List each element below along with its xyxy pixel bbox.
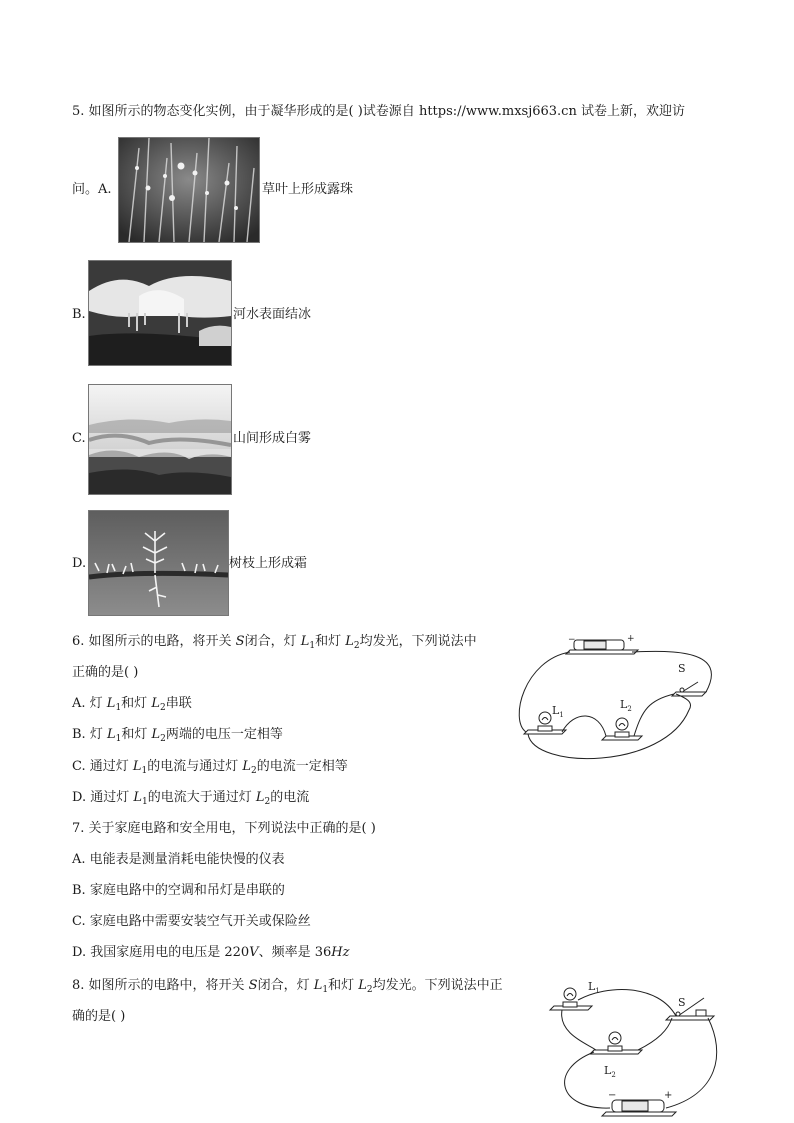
l2-label: [604, 1064, 616, 1079]
l1-label-sub: 1: [595, 987, 600, 995]
lamp-subscript: 1: [141, 766, 148, 776]
q6-circuit-figure: [514, 630, 724, 762]
q7-option-d: [72, 944, 349, 962]
q8-circuit-figure: [548, 974, 728, 1120]
q5-stem-line2: 问。A.: [72, 182, 112, 197]
option-text: 和灯: [121, 696, 152, 711]
q5-option-a-text: 草叶上形成露珠: [262, 182, 354, 197]
option-text: 的电流与通过灯: [147, 759, 243, 774]
lamp-variable: L: [151, 727, 161, 742]
lamp-subscript: 2: [160, 734, 166, 744]
option-text: 和灯: [121, 727, 152, 742]
lamp-subscript: 2: [159, 703, 166, 713]
lamp-variable: L: [300, 634, 310, 649]
lamp-subscript: 1: [322, 985, 329, 995]
battery-plus-label: +: [664, 1090, 673, 1101]
l2-label: [620, 698, 632, 713]
option-text: B. 灯: [72, 727, 107, 742]
l2-label-sub: 2: [611, 1071, 616, 1079]
q6-option-c: [72, 758, 348, 780]
q6-stem-part: 6. 如图所示的电路，将开关: [72, 634, 236, 649]
lamp-variable: L: [151, 696, 160, 711]
lamp-subscript: 2: [251, 766, 257, 776]
option-text: 、频率是 36: [258, 945, 332, 960]
l1-label-sub: 1: [559, 711, 564, 719]
q8-stem-part: 均发光。下列说法中正: [372, 978, 503, 993]
frost-on-branch-image: [88, 510, 229, 616]
lamp-variable: L: [132, 759, 142, 774]
battery-plus-label: +: [627, 634, 635, 644]
q8-stem-line2: 确的是( ): [72, 1009, 126, 1024]
q6-stem-part: 闭合，灯: [244, 634, 301, 649]
l2-label-sub: 2: [627, 705, 632, 713]
lamp-subscript: 2: [353, 641, 360, 651]
lamp-subscript: 2: [264, 797, 271, 807]
q8-stem-part: 闭合，灯: [257, 978, 314, 993]
lamp-variable: L: [255, 790, 265, 805]
q5-option-d-text: 树枝上形成霜: [229, 556, 308, 571]
switch-variable: S: [248, 978, 258, 993]
q8-stem-part: 8. 如图所示的电路中，将开关: [72, 978, 249, 993]
lamp-subscript: 1: [142, 797, 148, 807]
lamp-variable: L: [313, 978, 323, 993]
switch-variable: S: [235, 634, 245, 649]
q8-stem-line1: [72, 977, 503, 999]
lamp-subscript: 1: [309, 641, 316, 651]
lamp-variable: L: [242, 759, 252, 774]
lamp-subscript: 1: [115, 703, 122, 713]
lamp-variable: L: [106, 727, 116, 742]
lamp-variable: L: [106, 696, 116, 711]
l2-label-letter: L: [604, 1064, 612, 1077]
option-text: A. 灯: [72, 696, 107, 711]
lamp-subscript: 2: [366, 985, 373, 995]
option-text: 串联: [165, 696, 192, 711]
option-text: 的电流一定相等: [256, 759, 348, 774]
river-ice-image: [88, 260, 232, 366]
lamp-variable: L: [358, 978, 367, 993]
unit-volt: V: [249, 945, 259, 960]
option-text: 两端的电压一定相等: [165, 727, 283, 742]
unit-hertz: Hz: [331, 945, 350, 960]
q6-option-d: [72, 789, 309, 811]
q7-stem: 7. 关于家庭电路和安全用电，下列说法中正确的是( ): [72, 821, 376, 836]
lamp-variable: L: [133, 790, 142, 805]
switch-label: S: [678, 662, 686, 675]
dew-on-grass-image: [118, 137, 260, 243]
option-text: C. 通过灯: [72, 759, 133, 774]
q6-stem-part: 均发光，下列说法中: [359, 634, 477, 649]
switch-label: S: [678, 996, 686, 1009]
battery-minus-label: −: [608, 1090, 617, 1101]
q5-stem-line1: 5. 如图所示的物态变化实例，由于凝华形成的是( )试卷源自 https://www.mxsj663.cn 试卷上新，欢迎访: [72, 104, 685, 119]
q5-option-c-text: 山间形成白雾: [233, 431, 312, 446]
q6-stem-line2: 正确的是( ): [72, 665, 139, 680]
battery-minus-label: −: [568, 635, 576, 645]
q5-option-c-letter: C.: [72, 431, 86, 446]
mountain-fog-image: [88, 384, 232, 495]
l1-label: [552, 704, 564, 719]
option-text: 的电流大于通过灯: [147, 790, 256, 805]
l1-label-letter: L: [552, 704, 560, 717]
option-text: 的电流: [270, 790, 310, 805]
l2-label-letter: L: [620, 698, 628, 711]
q7-option-a: A. 电能表是测量消耗电能快慢的仪表: [72, 852, 285, 867]
q8-stem-part: 和灯: [328, 978, 359, 993]
q5-option-d-letter: D.: [72, 556, 87, 571]
l1-label: [588, 980, 600, 995]
q6-option-a: [72, 695, 192, 717]
lamp-subscript: 1: [115, 734, 122, 744]
q7-option-b: B. 家庭电路中的空调和吊灯是串联的: [72, 883, 285, 898]
q7-option-c: C. 家庭电路中需要安装空气开关或保险丝: [72, 914, 311, 929]
q6-stem-part: 和灯: [315, 634, 346, 649]
q6-option-b: [72, 726, 283, 748]
q5-option-b-letter: B.: [72, 307, 86, 322]
l1-label-letter: L: [588, 980, 596, 993]
option-text: D. 我国家庭用电的电压是 220: [72, 945, 250, 960]
lamp-variable: L: [345, 634, 354, 649]
q6-stem-line1: [72, 633, 477, 655]
q5-option-b-text: 河水表面结冰: [233, 307, 312, 322]
option-text: D. 通过灯: [72, 790, 134, 805]
